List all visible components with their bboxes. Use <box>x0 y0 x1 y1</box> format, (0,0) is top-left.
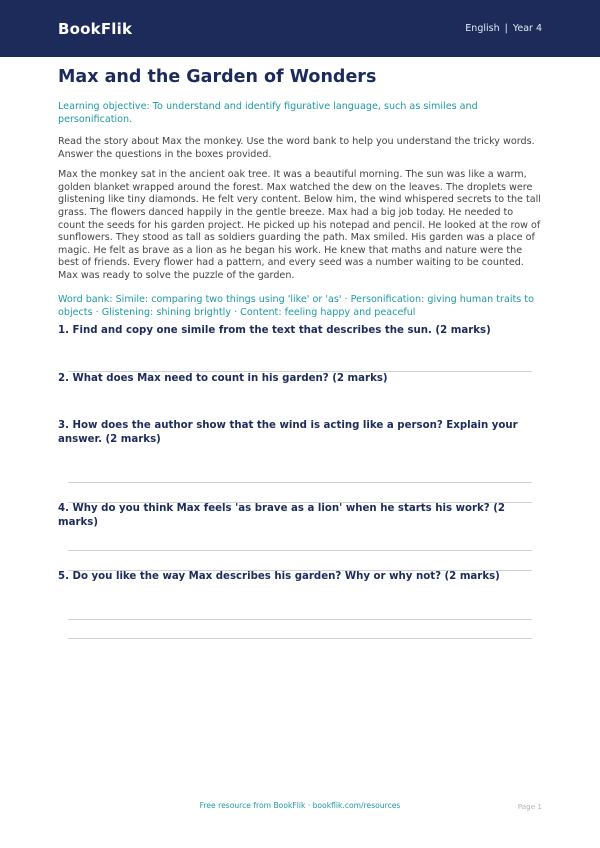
instructions: Read the story about Max the monkey. Use the word bank to help you understand the tricky words. Answer the questions in the boxes provided. <box>58 136 535 160</box>
question-4-text: 4. Why do you think Max feels 'as brave as a lion' when he starts his work? (2 marks) <box>58 503 505 528</box>
worksheet-body <box>58 66 542 319</box>
word-bank: Word bank: Simile: comparing two things using 'like' or 'as' · Personification: giving human traits to objects · Glistening: shining brightly · Content: feeling happy and peaceful <box>58 293 534 318</box>
question-1 <box>58 324 542 338</box>
story-text: Max the monkey sat in the ancient oak tree. It was a beautiful morning. The sun was like a warm, golden blanket wrapped around the forest. Max watched the dew on the leaves. The droplets were glistening like tiny diamonds. He felt very content. Below him, the wind whispered secrets to the tall grass. The flowers danced happily in the gentle breeze. Max had a big job today. He needed to count the seeds for his garden project. He picked up his notepad and pencil. He looked at the row of sunflowers. They stood as tall as soldiers guarding the path. Max smiled. His garden was a place of magic. He felt as brave as a lion as he began his work. He knew that maths and nature were the best of friends. Every flower had a pattern, and every seed was a number waiting to be counted. Max was ready to solve the puzzle of the garden. <box>58 169 541 281</box>
question-4 <box>58 502 542 530</box>
question-3 <box>58 419 542 447</box>
question-1-text: 1. Find and copy one simile from the text that describes the sun. (2 marks) <box>58 325 491 336</box>
question-5-answer-line-1[interactable] <box>68 619 532 620</box>
question-3-text: 3. How does the author show that the wind is acting like a person? Explain your answer. (2 marks) <box>58 420 518 445</box>
subject-label: English <box>465 23 500 34</box>
question-3-answer-line-1[interactable] <box>68 482 532 483</box>
page-header <box>0 0 600 57</box>
question-5 <box>58 570 542 584</box>
subject-year-label <box>465 23 542 34</box>
brand-logo[interactable]: BookFlik <box>58 19 133 38</box>
header-separator: | <box>504 23 508 34</box>
question-5-answer-line-2[interactable] <box>68 638 532 639</box>
question-4-answer-line-1[interactable] <box>68 550 532 551</box>
footer-resource-link[interactable]: Free resource from BookFlik · bookflik.com/resources <box>199 801 401 810</box>
question-5-text: 5. Do you like the way Max describes his garden? Why or why not? (2 marks) <box>58 571 500 582</box>
question-2 <box>58 372 542 386</box>
worksheet-title: Max and the Garden of Wonders <box>58 67 377 87</box>
page-number: Page 1 <box>517 802 542 811</box>
question-2-text: 2. What does Max need to count in his garden? (2 marks) <box>58 373 388 384</box>
learning-objective: Learning objective: To understand and identify figurative language, such as similes and personification. <box>58 101 478 125</box>
year-label: Year 4 <box>512 23 542 34</box>
